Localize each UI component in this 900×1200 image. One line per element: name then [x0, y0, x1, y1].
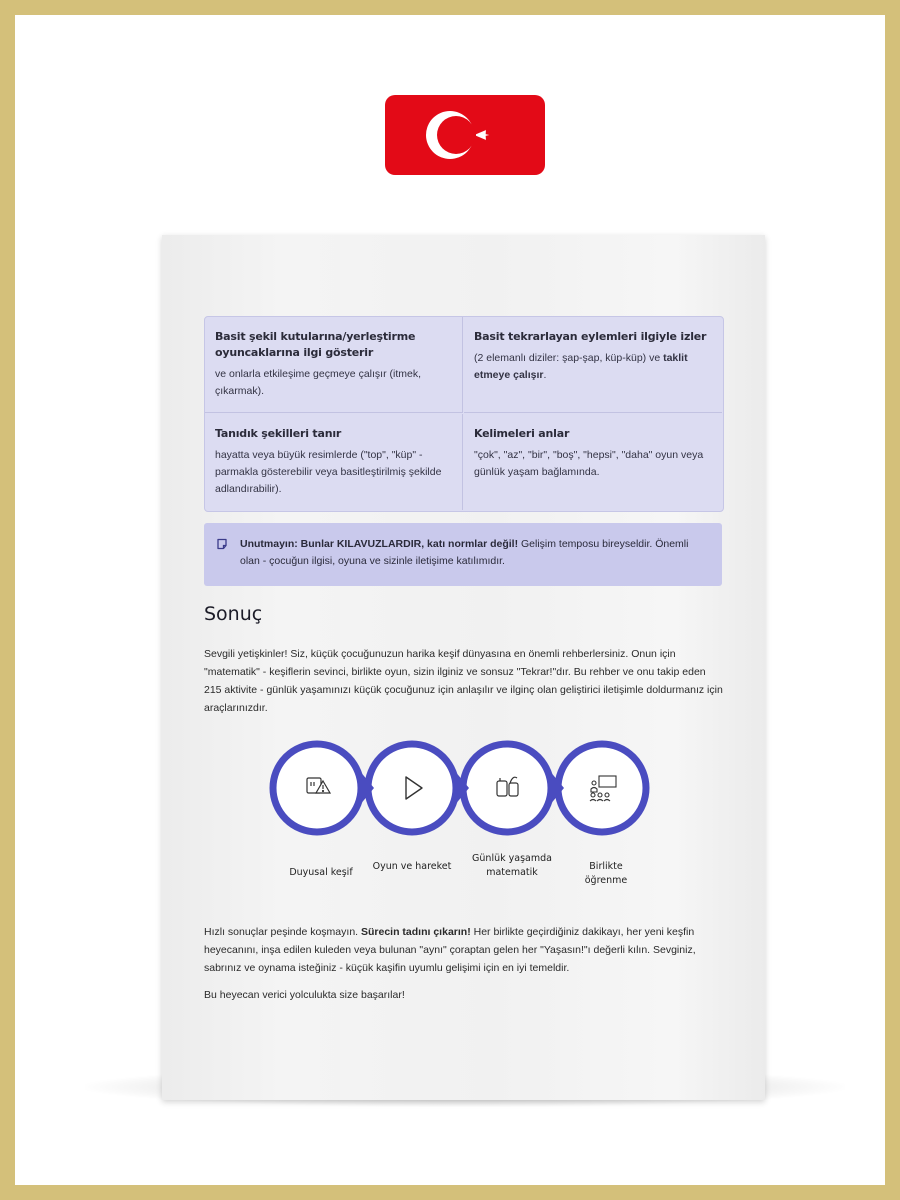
- milestone-cell: [205, 317, 463, 413]
- conclusion-paragraph: Hızlı sonuçlar peşinde koşmayın. Sürecin tadını çıkarın! Her birlikte geçirdiğiniz dakikayı, her yeni keşfin heyecanını, inşa edilen kuleden veya bulunan "aynı" çoraptan gelen her "Yaşasın!"ı değerli kılın. Sevginiz, sabrınız ve oynama isteğiniz - küçük kaşifin uyumlu gelişimi için en iyi temeldir.: [204, 926, 696, 974]
- flow-step-2: [368, 744, 456, 832]
- milestone-title: Tanıdık şekilleri tanır: [215, 427, 342, 440]
- section-title: Sonuç: [204, 603, 263, 625]
- milestone-title: Basit tekrarlayan eylemleri ilgiyle izler: [474, 330, 707, 343]
- reminder-text: Gelişim temposu bireyseldir. Önemli olan - çocuğun ilgisi, oyuna ve sizinle iletişime katılımıdır.: [240, 538, 689, 567]
- flow-step-label: Birlikte öğrenme: [584, 861, 628, 886]
- milestone-text: ve onlarla etkileşime geçmeye çalışır (itmek, çıkarmak).: [215, 368, 421, 397]
- milestone-text: hayatta veya büyük resimlerde ("top", "küp" - parmakla gösterebilir veya basitleştirilmiş şekilde adlandırabilir).: [215, 449, 442, 495]
- flow-step-1: [273, 744, 361, 832]
- milestone-cell: [464, 414, 722, 510]
- milestone-text: "çok", "az", "bir", "boş", "hepsi", "daha" oyun veya günlük yaşam bağlamında.: [474, 449, 704, 478]
- flow-step-4: [558, 744, 646, 832]
- milestones-grid: [204, 316, 724, 512]
- reminder-callout: [204, 523, 722, 586]
- reminder-bold: Unutmayın: Bunlar KILAVUZLARDIR, katı normlar değil!: [240, 538, 519, 550]
- milestone-title: Kelimeleri anlar: [474, 427, 570, 440]
- conclusion-paragraph: Sevgili yetişkinler! Siz, küçük çocuğunuzun harika keşif dünyasına en önemli rehberlersiniz. Onun için "matematik" - keşiflerin sevinci, birlikte oyun, sizin ilginiz ve sonsuz "Tekrar!"dır. Bu rehber ve onu takip eden 215 aktivite - günlük yaşamınızı küçük çocuğunuz için anlaşılır ve ilginç olan geliştirici iletişimle doldurmanız için araçlarınızdır.: [204, 648, 723, 714]
- flow-step-label: Oyun ve hareket: [372, 861, 452, 872]
- milestone-cell: [464, 317, 722, 413]
- process-flow: [267, 733, 667, 843]
- page-frame: [15, 15, 885, 1185]
- flow-step-label: Duyusal keşif: [289, 867, 353, 878]
- flow-step-label: Günlük yaşamda matematik: [472, 853, 552, 878]
- note-icon: [216, 538, 228, 550]
- milestone-cell: [205, 414, 463, 510]
- milestone-text: (2 elemanlı diziler: şap-şap, küp-küp) ve taklit etmeye çalışır.: [474, 352, 688, 381]
- turkish-flag-icon: [385, 95, 545, 175]
- milestone-title: Basit şekil kutularına/yerleştirme oyuncaklarına ilgi gösterir: [215, 330, 416, 359]
- document-page: [162, 235, 765, 1100]
- closing-line: Bu heyecan verici yolculukta size başarılar!: [204, 989, 405, 1001]
